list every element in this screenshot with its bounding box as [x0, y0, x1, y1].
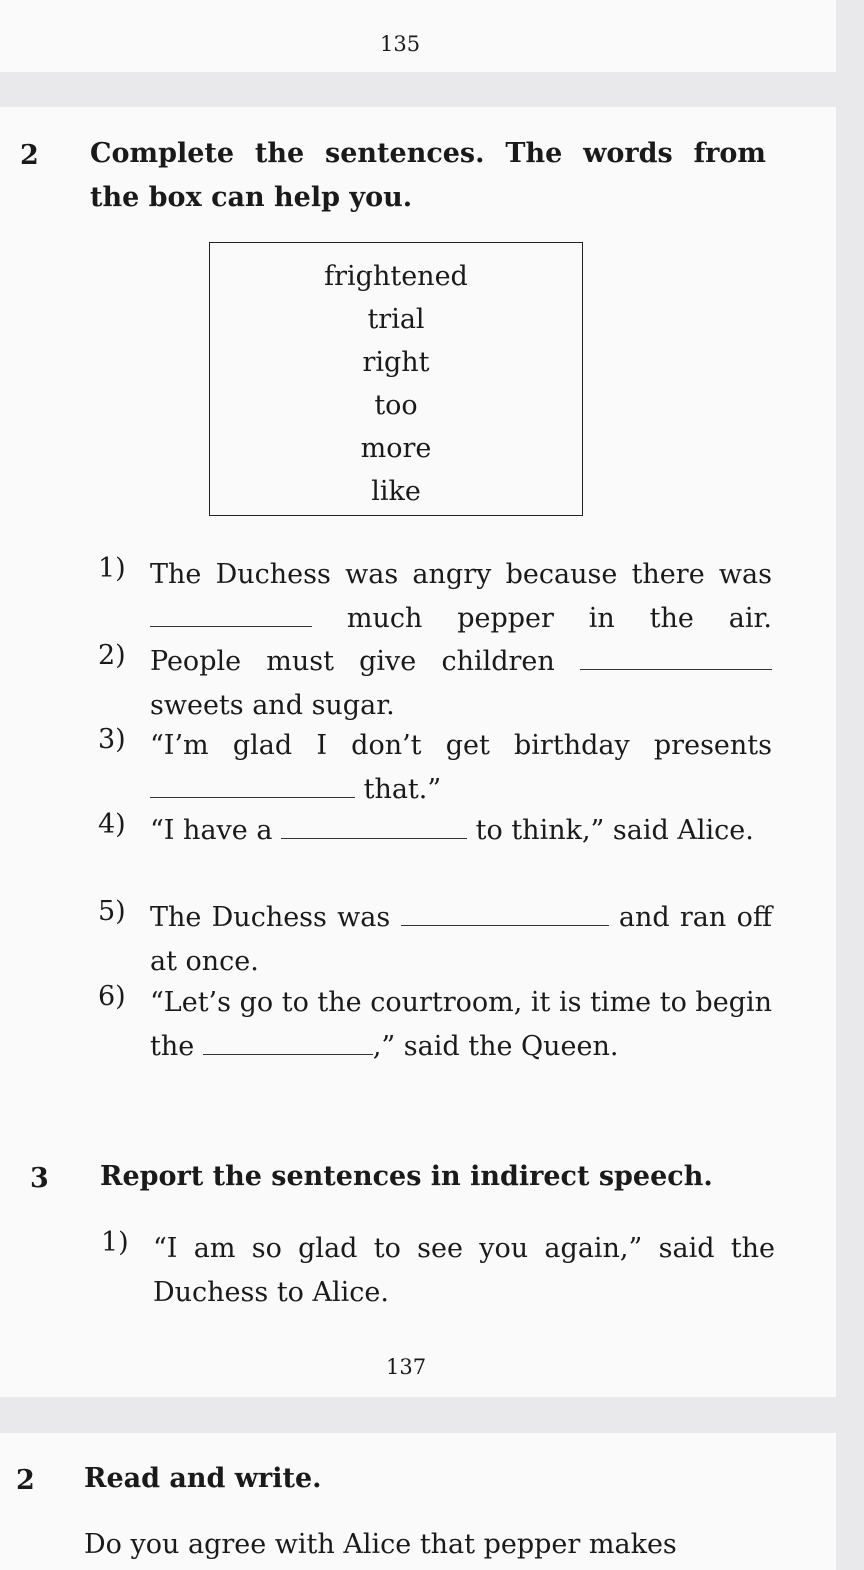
- item-text-before: “Let’s go to the courtroom, it is time to begin the: [150, 987, 772, 1062]
- item-text-before: “I’m glad I don’t get birthday presents: [150, 730, 772, 761]
- answer-blank[interactable]: [150, 775, 355, 798]
- item-text-after: much pepper in the air.: [346, 603, 772, 634]
- answer-blank[interactable]: [580, 647, 772, 670]
- item-number: 3): [98, 724, 126, 755]
- word-box-word: trial: [367, 304, 425, 335]
- item-text-before: The Duchess was angry because there was: [150, 559, 772, 590]
- item-text-after: and ran off at once.: [150, 902, 773, 977]
- word-box-word: too: [374, 390, 418, 421]
- exercise-item: [98, 981, 772, 1069]
- item-text-after: ,” said the Queen.: [372, 1031, 619, 1062]
- answer-blank[interactable]: [203, 1032, 373, 1055]
- next-page: [0, 1433, 836, 1570]
- word-box-word: like: [371, 476, 421, 507]
- item-number: 4): [98, 809, 126, 840]
- item-number: 1): [101, 1227, 129, 1258]
- item-text-after: that.”: [363, 774, 442, 805]
- item-number: 6): [98, 981, 126, 1012]
- item-text-before: People must give children: [150, 646, 555, 677]
- item-text-before: The Duchess was: [150, 902, 391, 933]
- exercise-2-title: Read and write.: [84, 1463, 322, 1494]
- item-text-after: sweets and sugar.: [150, 690, 395, 721]
- item-text-after: to think,” said Alice.: [475, 815, 754, 846]
- exercise-2-number: 2: [16, 1465, 35, 1496]
- page-137: [0, 107, 836, 1397]
- exercise-item: [98, 724, 772, 812]
- exercise-3-title: Report the sentences in indirect speech.: [100, 1161, 713, 1192]
- exercise-item: [98, 640, 772, 728]
- answer-blank[interactable]: [401, 903, 609, 926]
- exercise-text: Do you agree with Alice that pepper makes: [84, 1529, 677, 1560]
- page-number: 135: [380, 32, 421, 56]
- item-number: 1): [98, 553, 126, 584]
- answer-blank[interactable]: [281, 816, 467, 839]
- exercise-3-number: 3: [30, 1163, 49, 1194]
- exercise-2-title: Complete the sentences. The words from the box can help you.: [90, 138, 766, 213]
- page-number: 137: [386, 1355, 427, 1379]
- answer-blank[interactable]: [150, 604, 312, 627]
- exercise-item: [98, 896, 772, 984]
- exercise-2-number: 2: [20, 140, 39, 171]
- item-text-before: “I have a: [150, 815, 273, 846]
- word-box-word: more: [360, 433, 432, 464]
- word-box-word: frightened: [324, 261, 468, 292]
- exercise-item: [98, 553, 772, 641]
- item-text: “I am so glad to see you again,” said the Duchess to Alice.: [153, 1233, 775, 1308]
- exercise-item: [98, 809, 772, 853]
- item-number: 5): [98, 896, 126, 927]
- exercise-item: [101, 1227, 775, 1315]
- page-135: [0, 0, 836, 72]
- word-box-word: right: [362, 347, 430, 378]
- item-number: 2): [98, 640, 126, 671]
- word-box: [209, 242, 583, 516]
